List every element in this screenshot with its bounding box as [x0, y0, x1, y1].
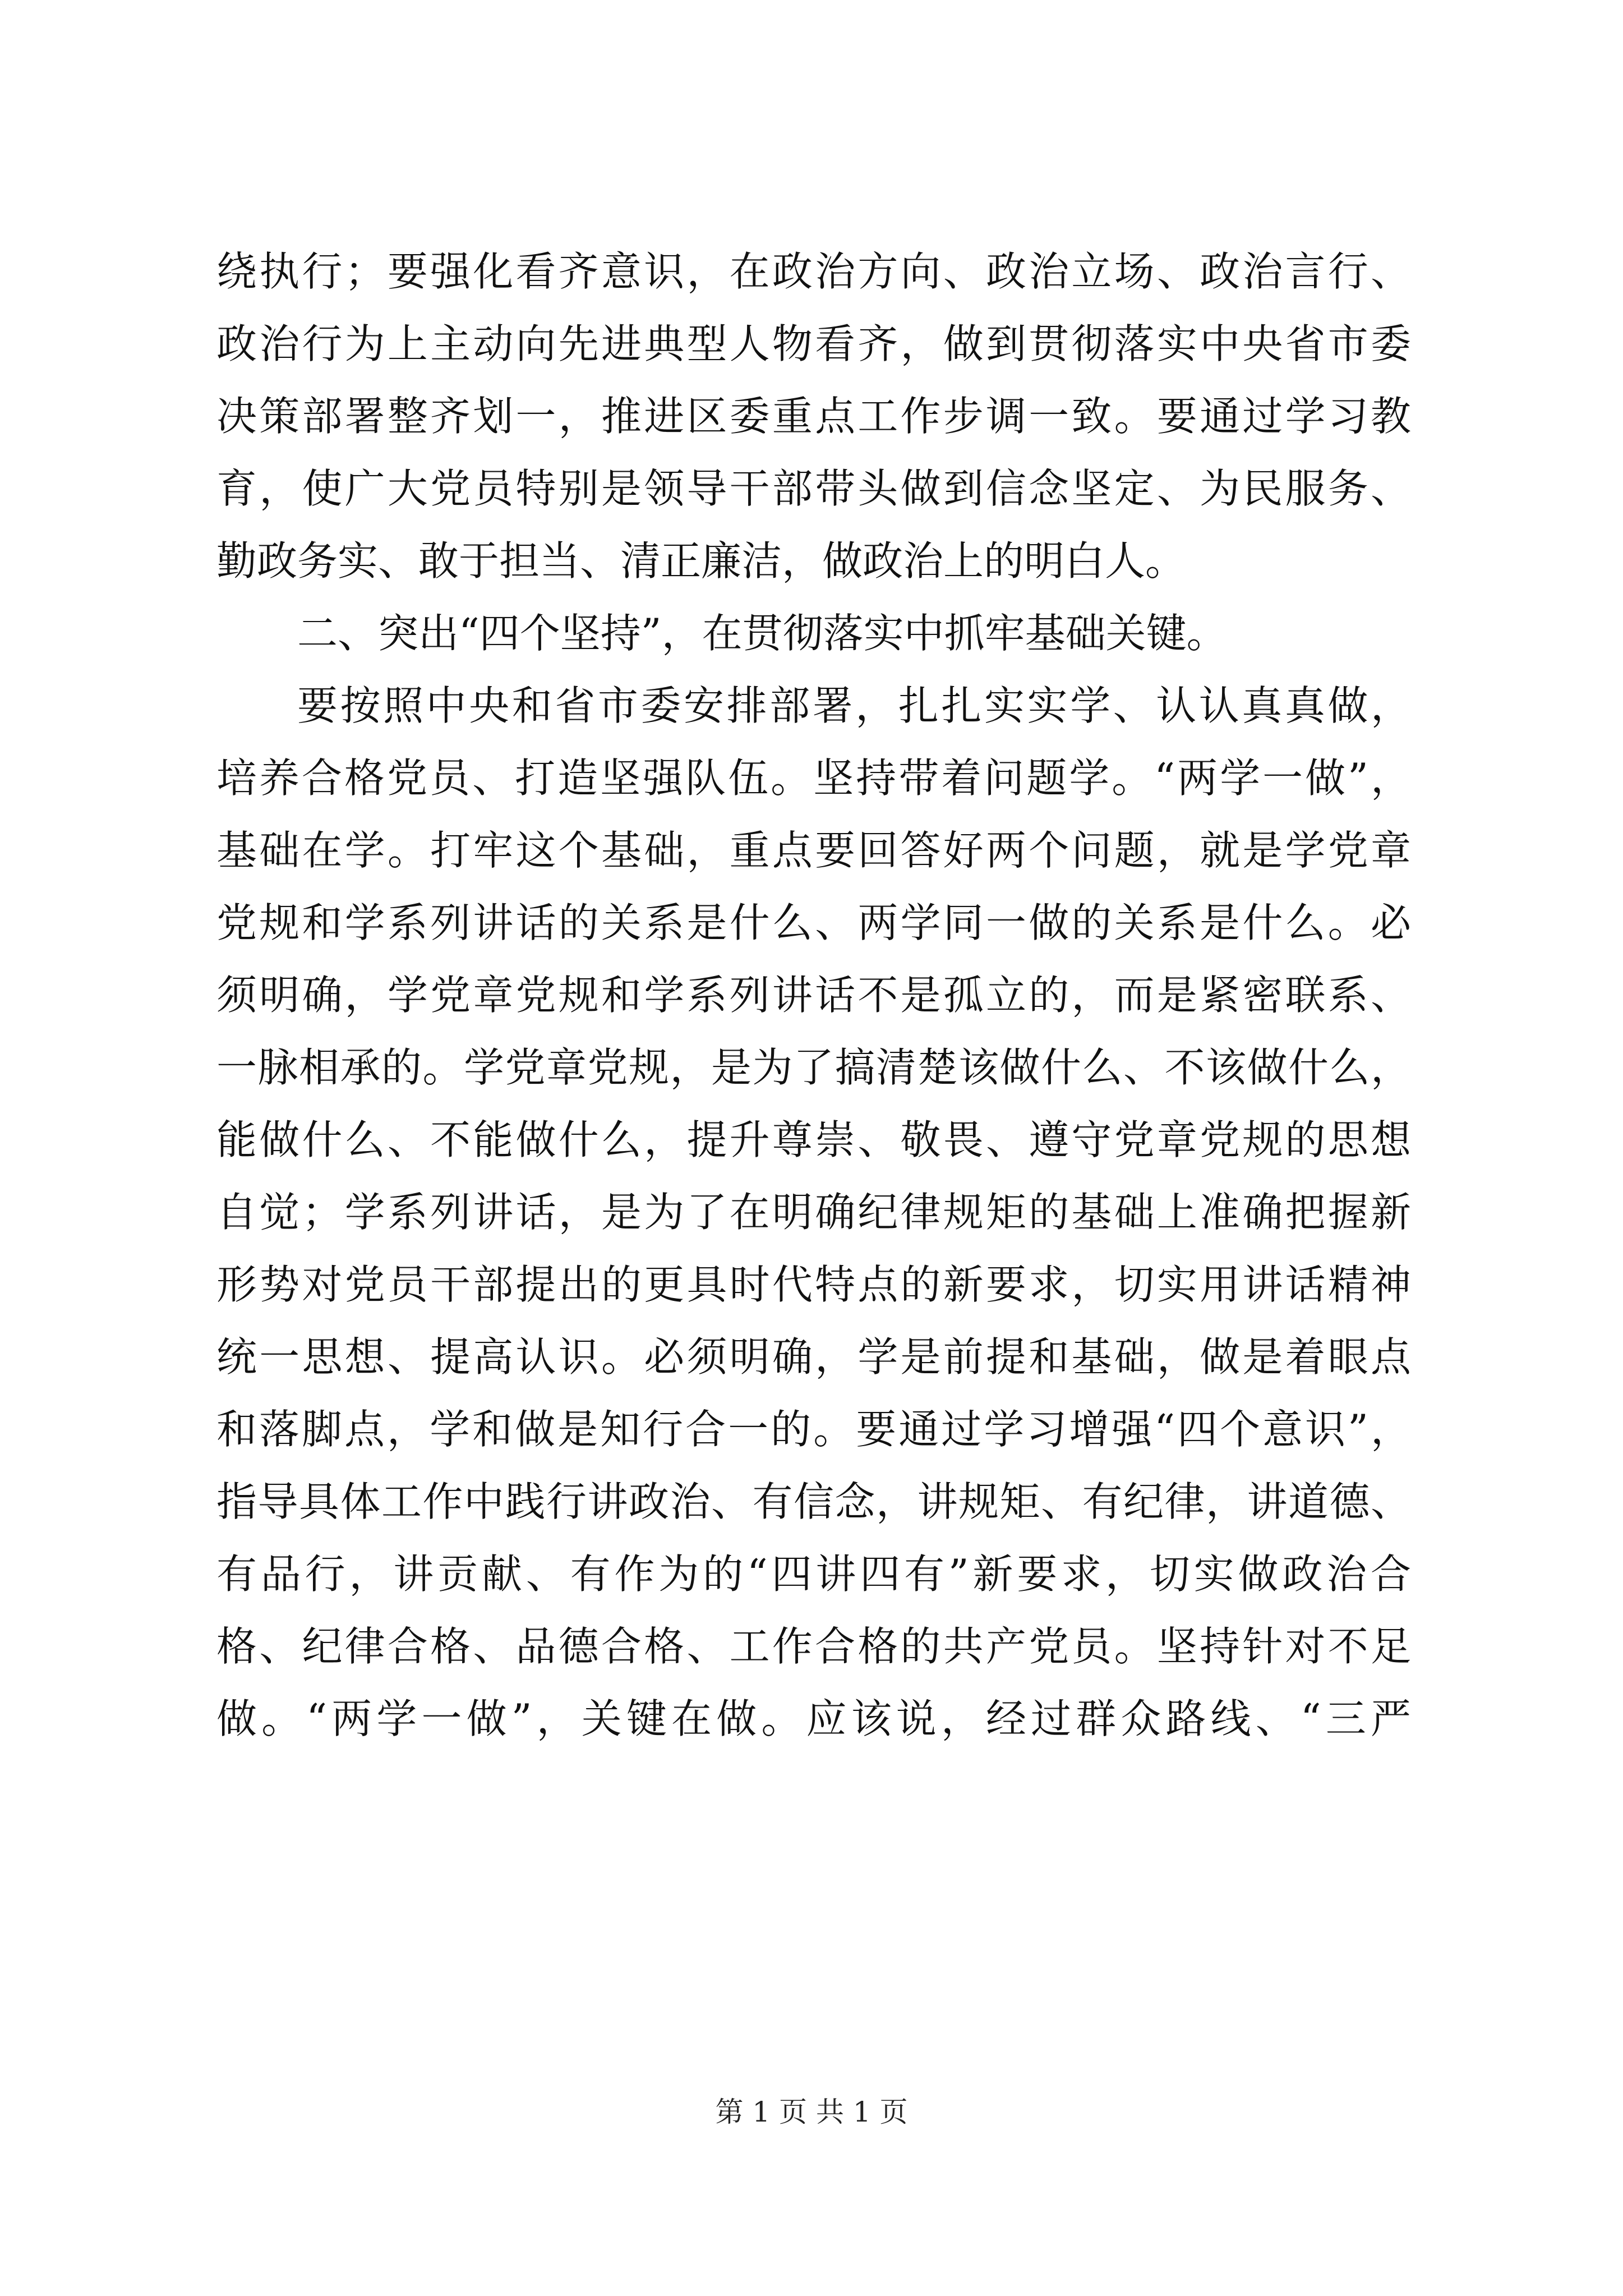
page-footer — [0, 2095, 1623, 2129]
text-line: 政治行为上主动向先进典型人物看齐，做到贯彻落实中央省市委 — [216, 320, 1411, 367]
text-line: 有品行，讲贡献、有作为的“四讲四有”新要求，切实做政治合 — [216, 1550, 1411, 1598]
text-line: 培养合格党员、打造坚强队伍。坚持带着问题学。“两学一做”， — [216, 754, 1411, 802]
text-line: 要按照中央和省市委安排部署，扎扎实实学、认认真真做， — [297, 682, 1411, 729]
text-line: 决策部署整齐划一，推进区委重点工作步调一致。要通过学习教 — [216, 393, 1411, 440]
text-line: 党规和学系列讲话的关系是什么、两学同一做的关系是什么。必 — [216, 899, 1411, 946]
text-line: 一脉相承的。学党章党规，是为了搞清楚该做什么、不该做什么， — [216, 1044, 1411, 1091]
text-line: 须明确，学党章党规和学系列讲话不是孤立的，而是紧密联系、 — [216, 972, 1411, 1019]
text-line: 自觉；学系列讲话，是为了在明确纪律规矩的基础上准确把握新 — [216, 1189, 1411, 1236]
text-line: 和落脚点，学和做是知行合一的。要通过学习增强“四个意识”， — [216, 1406, 1411, 1453]
text-line: 做。“两学一做”，关键在做。应该说，经过群众路线、“三严 — [216, 1695, 1411, 1742]
text-line: 基础在学。打牢这个基础，重点要回答好两个问题，就是学党章 — [216, 827, 1411, 874]
text-line: 勤政务实、敢于担当、清正廉洁，做政治上的明白人。 — [216, 537, 1186, 585]
page-number-label: 第 1 页 共 1 页 — [715, 2096, 908, 2128]
text-line: 能做什么、不能做什么，提升尊崇、敬畏、遵守党章党规的思想 — [216, 1116, 1411, 1163]
text-line: 指导具体工作中践行讲政治、有信念，讲规矩、有纪律，讲道德、 — [216, 1478, 1411, 1525]
text-line: 绕执行；要强化看齐意识，在政治方向、政治立场、政治言行、 — [216, 248, 1411, 295]
text-line: 形势对党员干部提出的更具时代特点的新要求，切实用讲话精神 — [216, 1261, 1411, 1308]
section-heading: 二、突出“四个坚持”，在贯彻落实中抓牢基础关键。 — [297, 610, 1227, 657]
body-text — [216, 236, 1411, 1755]
text-line: 统一思想、提高认识。必须明确，学是前提和基础，做是着眼点 — [216, 1333, 1411, 1381]
text-line: 育，使广大党员特别是领导干部带头做到信念坚定、为民服务、 — [216, 465, 1411, 512]
text-line: 格、纪律合格、品德合格、工作合格的共产党员。坚持针对不足 — [216, 1623, 1411, 1670]
